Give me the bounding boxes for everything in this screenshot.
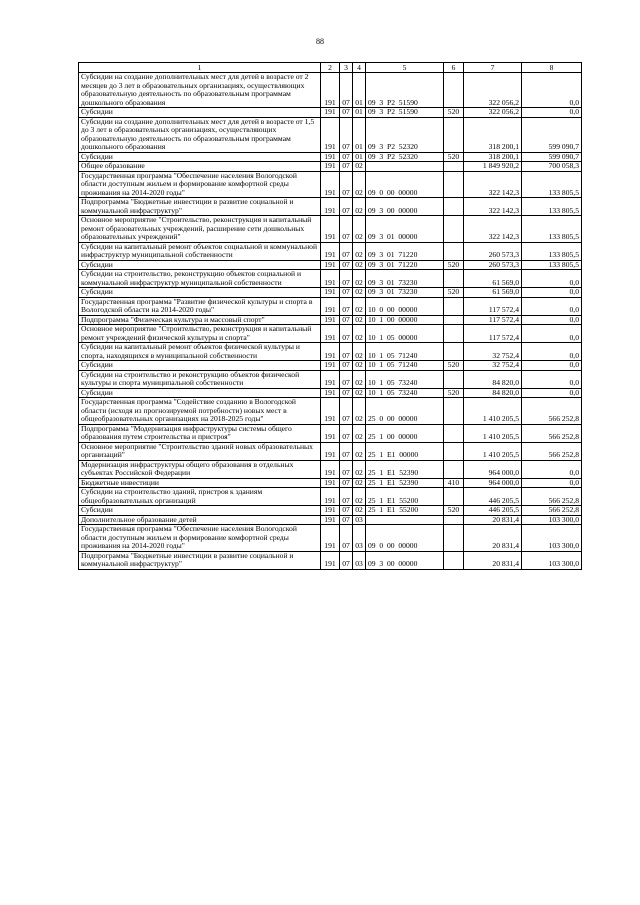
row-target-article: 25 0 00 00000 [366, 398, 444, 425]
table-row [79, 288, 582, 298]
table-row [79, 171, 582, 198]
header-col-4: 4 [353, 63, 366, 73]
row-subsection-code: 03 [353, 515, 366, 525]
row-amount-col7: 322 142,3 [464, 171, 522, 198]
row-amount-col8: 103 300,0 [522, 525, 582, 552]
table-row [79, 73, 582, 108]
row-target-article: 09 3 P2 52320 [366, 117, 444, 152]
row-expense-type: 520 [444, 388, 464, 398]
row-section-code: 07 [340, 361, 353, 371]
row-subsection-code: 02 [353, 297, 366, 315]
table-row [79, 525, 582, 552]
header-row [79, 63, 582, 73]
table-row [79, 424, 582, 442]
row-subsection-code: 02 [353, 460, 366, 478]
row-admin-code: 191 [321, 73, 340, 108]
row-target-article: 10 1 05 00000 [366, 325, 444, 343]
row-subsection-code: 02 [353, 361, 366, 371]
table-row [79, 506, 582, 516]
row-amount-col7: 260 573,3 [464, 242, 522, 260]
table-row [79, 551, 582, 569]
row-target-article: 10 1 05 73240 [366, 388, 444, 398]
row-admin-code: 191 [321, 152, 340, 162]
row-section-code: 07 [340, 388, 353, 398]
row-amount-col8: 599 090,7 [522, 117, 582, 152]
row-target-article: 09 3 00 00000 [366, 551, 444, 569]
table-row [79, 343, 582, 361]
row-amount-col7: 61 569,0 [464, 270, 522, 288]
row-admin-code: 191 [321, 442, 340, 460]
row-expense-type [444, 460, 464, 478]
row-target-article: 09 3 01 71220 [366, 260, 444, 270]
row-name-cell: Субсидии [79, 506, 321, 516]
row-section-code: 07 [340, 442, 353, 460]
header-col-8: 8 [522, 63, 582, 73]
budget-table [78, 62, 582, 570]
row-admin-code: 191 [321, 460, 340, 478]
table-row [79, 515, 582, 525]
row-amount-col8: 133 805,5 [522, 216, 582, 243]
row-amount-col8: 0,0 [522, 478, 582, 488]
row-expense-type [444, 551, 464, 569]
row-section-code: 07 [340, 171, 353, 198]
row-subsection-code: 02 [353, 424, 366, 442]
row-admin-code: 191 [321, 424, 340, 442]
row-admin-code: 191 [321, 525, 340, 552]
table-row [79, 398, 582, 425]
row-section-code: 07 [340, 297, 353, 315]
row-target-article: 09 0 00 00000 [366, 171, 444, 198]
row-subsection-code: 03 [353, 551, 366, 569]
row-amount-col8: 0,0 [522, 288, 582, 298]
row-target-article [366, 515, 444, 525]
row-expense-type [444, 488, 464, 506]
row-expense-type [444, 242, 464, 260]
row-subsection-code: 01 [353, 73, 366, 108]
row-name-cell: Субсидии на создание дополнительных мест для детей в возрасте от 2 месяцев до 3 лет в образовательных организациях, осуществляющих образовательную деятельность по образовательным программам дошкольного образования [79, 73, 321, 108]
row-admin-code: 191 [321, 488, 340, 506]
row-admin-code: 191 [321, 506, 340, 516]
row-section-code: 07 [340, 506, 353, 516]
row-amount-col7: 1 410 205,5 [464, 424, 522, 442]
row-amount-col7: 117 572,4 [464, 315, 522, 325]
row-target-article: 25 1 E1 52390 [366, 478, 444, 488]
row-section-code: 07 [340, 216, 353, 243]
header-col-3: 3 [340, 63, 353, 73]
row-subsection-code: 02 [353, 388, 366, 398]
header-col-1: 1 [79, 63, 321, 73]
row-section-code: 07 [340, 525, 353, 552]
row-target-article: 09 3 00 00000 [366, 198, 444, 216]
row-target-article: 09 3 01 71220 [366, 242, 444, 260]
row-admin-code: 191 [321, 361, 340, 371]
table-row [79, 442, 582, 460]
table-row [79, 108, 582, 118]
header-col-6: 6 [444, 63, 464, 73]
row-amount-col8: 133 805,5 [522, 171, 582, 198]
table-row [79, 162, 582, 172]
row-target-article: 09 3 01 00000 [366, 216, 444, 243]
row-target-article: 09 3 01 73230 [366, 288, 444, 298]
table-row [79, 117, 582, 152]
row-section-code: 07 [340, 315, 353, 325]
row-name-cell: Основное мероприятие "Строительство, реконструкция и капитальный ремонт образовательных учреждений, расширение сети дошкольных образовательных учреждений" [79, 216, 321, 243]
row-name-cell: Подпрограмма "Физическая культура и массовый спорт" [79, 315, 321, 325]
row-amount-col8: 103 300,0 [522, 515, 582, 525]
row-section-code: 07 [340, 117, 353, 152]
row-amount-col7: 117 572,4 [464, 297, 522, 315]
row-expense-type [444, 270, 464, 288]
row-section-code: 07 [340, 198, 353, 216]
row-amount-col7: 318 200,1 [464, 117, 522, 152]
row-amount-col8: 0,0 [522, 370, 582, 388]
row-expense-type: 520 [444, 152, 464, 162]
row-amount-col8: 0,0 [522, 270, 582, 288]
row-expense-type [444, 297, 464, 315]
row-admin-code: 191 [321, 260, 340, 270]
row-name-cell: Субсидии [79, 288, 321, 298]
row-name-cell: Модернизация инфраструктуры общего образования в отдельных субъектах Российской Федерации [79, 460, 321, 478]
row-expense-type [444, 325, 464, 343]
row-admin-code: 191 [321, 162, 340, 172]
row-amount-col7: 322 142,3 [464, 198, 522, 216]
row-subsection-code: 02 [353, 343, 366, 361]
row-subsection-code: 02 [353, 198, 366, 216]
row-expense-type: 520 [444, 361, 464, 371]
row-name-cell: Субсидии [79, 108, 321, 118]
table-row [79, 460, 582, 478]
row-amount-col8: 0,0 [522, 297, 582, 315]
row-target-article: 25 1 E1 52390 [366, 460, 444, 478]
row-amount-col7: 61 569,0 [464, 288, 522, 298]
row-section-code: 07 [340, 325, 353, 343]
row-name-cell: Подпрограмма "Бюджетные инвестиции в развитие социальной и коммунальной инфраструктур" [79, 551, 321, 569]
table-row [79, 198, 582, 216]
row-admin-code: 191 [321, 198, 340, 216]
row-subsection-code: 01 [353, 152, 366, 162]
row-admin-code: 191 [321, 270, 340, 288]
row-target-article: 09 3 P2 52320 [366, 152, 444, 162]
row-admin-code: 191 [321, 288, 340, 298]
row-admin-code: 191 [321, 388, 340, 398]
row-name-cell: Основное мероприятие "Строительство, реконструкция и капитальный ремонт учреждений физической культуры и спорта" [79, 325, 321, 343]
row-subsection-code: 01 [353, 117, 366, 152]
row-name-cell: Субсидии [79, 152, 321, 162]
row-amount-col8: 103 300,0 [522, 551, 582, 569]
row-target-article: 10 1 05 71240 [366, 361, 444, 371]
row-subsection-code: 02 [353, 315, 366, 325]
table-row [79, 370, 582, 388]
row-target-article: 25 1 E1 55200 [366, 506, 444, 516]
table-row [79, 270, 582, 288]
row-amount-col7: 20 831,4 [464, 515, 522, 525]
row-subsection-code: 02 [353, 216, 366, 243]
row-subsection-code: 02 [353, 506, 366, 516]
row-subsection-code: 02 [353, 370, 366, 388]
row-target-article: 09 3 P2 51590 [366, 73, 444, 108]
row-expense-type [444, 343, 464, 361]
row-expense-type [444, 315, 464, 325]
row-amount-col8: 0,0 [522, 460, 582, 478]
row-amount-col8: 0,0 [522, 73, 582, 108]
row-admin-code: 191 [321, 216, 340, 243]
row-name-cell: Подпрограмма "Бюджетные инвестиции в развитие социальной и коммунальной инфраструктур" [79, 198, 321, 216]
row-amount-col8: 0,0 [522, 315, 582, 325]
row-amount-col7: 32 752,4 [464, 361, 522, 371]
row-name-cell: Субсидии [79, 388, 321, 398]
row-section-code: 07 [340, 288, 353, 298]
row-admin-code: 191 [321, 343, 340, 361]
row-amount-col8: 566 252,8 [522, 442, 582, 460]
row-expense-type [444, 198, 464, 216]
row-admin-code: 191 [321, 242, 340, 260]
row-expense-type [444, 162, 464, 172]
row-admin-code: 191 [321, 297, 340, 315]
row-section-code: 07 [340, 488, 353, 506]
row-amount-col8: 133 805,5 [522, 242, 582, 260]
row-amount-col8: 599 090,7 [522, 152, 582, 162]
row-admin-code: 191 [321, 515, 340, 525]
row-name-cell: Бюджетные инвестиции [79, 478, 321, 488]
table-body [79, 73, 582, 570]
header-col-7: 7 [464, 63, 522, 73]
row-expense-type: 410 [444, 478, 464, 488]
table-row [79, 216, 582, 243]
row-name-cell: Дополнительное образование детей [79, 515, 321, 525]
row-section-code: 07 [340, 260, 353, 270]
row-amount-col7: 318 200,1 [464, 152, 522, 162]
row-expense-type [444, 370, 464, 388]
row-subsection-code: 01 [353, 108, 366, 118]
row-subsection-code: 02 [353, 488, 366, 506]
row-amount-col7: 84 820,0 [464, 388, 522, 398]
row-expense-type: 520 [444, 288, 464, 298]
row-name-cell: Государственная программа "Обеспечение населения Вологодской области доступным жильем и формирование комфортной среды проживания на 2014-2020 годы" [79, 171, 321, 198]
row-amount-col7: 84 820,0 [464, 370, 522, 388]
row-amount-col7: 446 205,5 [464, 488, 522, 506]
row-expense-type: 520 [444, 506, 464, 516]
row-expense-type [444, 171, 464, 198]
row-amount-col8: 0,0 [522, 343, 582, 361]
table-row [79, 488, 582, 506]
row-expense-type [444, 525, 464, 552]
row-expense-type [444, 73, 464, 108]
row-admin-code: 191 [321, 117, 340, 152]
row-amount-col7: 964 000,0 [464, 460, 522, 478]
row-name-cell: Субсидии [79, 260, 321, 270]
row-admin-code: 191 [321, 108, 340, 118]
table-row [79, 315, 582, 325]
table-row [79, 361, 582, 371]
row-section-code: 07 [340, 515, 353, 525]
row-amount-col8: 0,0 [522, 361, 582, 371]
row-amount-col8: 566 252,8 [522, 424, 582, 442]
row-target-article: 25 1 E1 55200 [366, 488, 444, 506]
row-admin-code: 191 [321, 315, 340, 325]
row-section-code: 07 [340, 551, 353, 569]
row-target-article: 10 1 05 73240 [366, 370, 444, 388]
row-subsection-code: 02 [353, 288, 366, 298]
page-number: 88 [316, 37, 324, 46]
row-section-code: 07 [340, 108, 353, 118]
row-section-code: 07 [340, 270, 353, 288]
row-amount-col7: 322 056,2 [464, 108, 522, 118]
row-expense-type [444, 515, 464, 525]
row-amount-col7: 260 573,3 [464, 260, 522, 270]
row-section-code: 07 [340, 73, 353, 108]
row-subsection-code: 02 [353, 242, 366, 260]
row-section-code: 07 [340, 424, 353, 442]
row-amount-col7: 20 831,4 [464, 525, 522, 552]
row-subsection-code: 02 [353, 398, 366, 425]
row-amount-col8: 566 252,8 [522, 398, 582, 425]
row-amount-col7: 322 056,2 [464, 73, 522, 108]
row-amount-col8: 0,0 [522, 388, 582, 398]
row-amount-col8: 566 252,8 [522, 506, 582, 516]
row-amount-col7: 322 142,3 [464, 216, 522, 243]
row-name-cell: Государственная программа "Обеспечение населения Вологодской области доступным жильем и формирование комфортной среды проживания на 2014-2020 годы" [79, 525, 321, 552]
header-col-2: 2 [321, 63, 340, 73]
row-section-code: 07 [340, 242, 353, 260]
row-name-cell: Субсидии на капитальный ремонт объектов физической культуры и спорта, находящихся в муниципальной собственности [79, 343, 321, 361]
table-row [79, 260, 582, 270]
row-amount-col7: 1 410 205,5 [464, 442, 522, 460]
row-subsection-code: 03 [353, 525, 366, 552]
row-expense-type [444, 117, 464, 152]
row-target-article: 09 0 00 00000 [366, 525, 444, 552]
row-admin-code: 191 [321, 551, 340, 569]
table-row [79, 478, 582, 488]
row-target-article: 09 3 P2 51590 [366, 108, 444, 118]
row-subsection-code: 02 [353, 442, 366, 460]
row-expense-type [444, 216, 464, 243]
row-section-code: 07 [340, 370, 353, 388]
row-expense-type [444, 424, 464, 442]
row-name-cell: Общее образование [79, 162, 321, 172]
row-target-article: 25 1 00 00000 [366, 424, 444, 442]
header-col-5: 5 [366, 63, 444, 73]
row-amount-col7: 446 205,5 [464, 506, 522, 516]
row-name-cell: Субсидии [79, 361, 321, 371]
row-name-cell: Государственная программа "Развитие физической культуры и спорта в Вологодской области на 2014-2020 годы" [79, 297, 321, 315]
row-expense-type [444, 398, 464, 425]
row-admin-code: 191 [321, 325, 340, 343]
row-name-cell: Субсидии на создание дополнительных мест для детей в возрасте от 1,5 до 3 лет в образовательных организациях, осуществляющих образовательную деятельность по образовательным программам дошкольного образования [79, 117, 321, 152]
row-amount-col8: 0,0 [522, 325, 582, 343]
row-admin-code: 191 [321, 171, 340, 198]
row-subsection-code: 02 [353, 325, 366, 343]
row-section-code: 07 [340, 152, 353, 162]
row-name-cell: Основное мероприятие "Строительство зданий новых образовательных организаций" [79, 442, 321, 460]
row-subsection-code: 02 [353, 260, 366, 270]
row-target-article [366, 162, 444, 172]
row-name-cell: Субсидии на строительство и реконструкцию объектов физической культуры и спорта муниципальной собственности [79, 370, 321, 388]
row-subsection-code: 02 [353, 162, 366, 172]
row-name-cell: Подпрограмма "Модернизация инфраструктуры системы общего образования путем строительства и пристроя" [79, 424, 321, 442]
row-expense-type: 520 [444, 260, 464, 270]
row-target-article: 10 0 00 00000 [366, 297, 444, 315]
row-target-article: 25 1 E1 00000 [366, 442, 444, 460]
row-admin-code: 191 [321, 370, 340, 388]
row-amount-col7: 964 000,0 [464, 478, 522, 488]
row-amount-col7: 32 752,4 [464, 343, 522, 361]
row-section-code: 07 [340, 478, 353, 488]
row-name-cell: Субсидии на строительство зданий, пристроя к зданиям общеобразовательных организаций [79, 488, 321, 506]
row-amount-col8: 700 058,3 [522, 162, 582, 172]
row-name-cell: Субсидии на строительство, реконструкцию объектов социальной и коммунальной инфраструктур муниципальной собственности [79, 270, 321, 288]
row-amount-col8: 133 805,5 [522, 198, 582, 216]
row-amount-col7: 1 849 920,2 [464, 162, 522, 172]
row-amount-col8: 566 252,8 [522, 488, 582, 506]
row-amount-col8: 133 805,5 [522, 260, 582, 270]
row-section-code: 07 [340, 460, 353, 478]
row-target-article: 09 3 01 73230 [366, 270, 444, 288]
row-name-cell: Субсидии на капитальный ремонт объектов социальной и коммунальной инфраструктур муниципальной собственности [79, 242, 321, 260]
row-subsection-code: 02 [353, 171, 366, 198]
row-amount-col7: 20 831,4 [464, 551, 522, 569]
row-target-article: 10 1 05 71240 [366, 343, 444, 361]
row-target-article: 10 1 00 00000 [366, 315, 444, 325]
row-subsection-code: 02 [353, 270, 366, 288]
table-row [79, 242, 582, 260]
table-row [79, 325, 582, 343]
table-row [79, 152, 582, 162]
row-admin-code: 191 [321, 478, 340, 488]
table-row [79, 297, 582, 315]
row-section-code: 07 [340, 162, 353, 172]
row-section-code: 07 [340, 398, 353, 425]
row-admin-code: 191 [321, 398, 340, 425]
row-section-code: 07 [340, 343, 353, 361]
row-expense-type: 520 [444, 108, 464, 118]
row-expense-type [444, 442, 464, 460]
row-amount-col7: 117 572,4 [464, 325, 522, 343]
row-name-cell: Государственная программа "Содействие созданию в Вологодской области (исходя из прогнозируемой потребности) новых мест в общеобразовательных организациях на 2018-2025 годы" [79, 398, 321, 425]
row-amount-col8: 0,0 [522, 108, 582, 118]
row-amount-col7: 1 410 205,5 [464, 398, 522, 425]
row-subsection-code: 02 [353, 478, 366, 488]
table-row [79, 388, 582, 398]
